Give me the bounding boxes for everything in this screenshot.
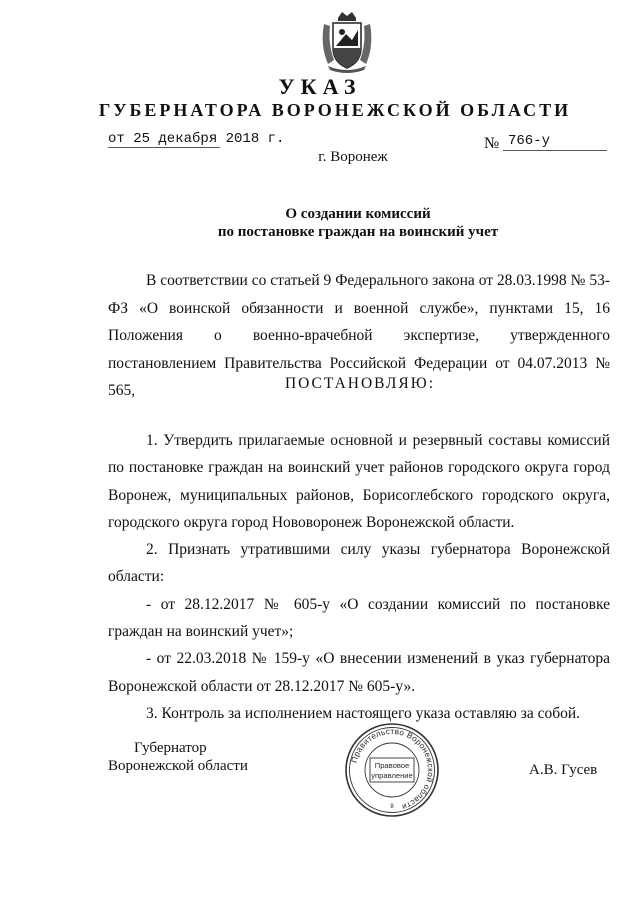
signer-position-line-1: Губернатор: [134, 740, 207, 756]
decree-item: - от 22.03.2018 № 159-у «О внесении изменений в указ губернатора Воронежской области от 28.12.2017 № 605-у».: [108, 650, 610, 695]
decree-item: 3. Контроль за исполнением настоящего указа оставляю за собой.: [146, 704, 581, 722]
decree-item: 2. Признать утратившими силу указы губернатора Воронежской области:: [108, 541, 610, 586]
seal-ring-text: Правительство Воронежской области: [349, 726, 436, 812]
seal-center-line-2: управление: [371, 771, 413, 780]
decree-items: [108, 427, 610, 727]
subject-line-2: по постановке граждан на воинский учет: [217, 224, 499, 240]
decree-item: 1. Утвердить прилагаемые основной и резервный составы комиссий по постановке граждан на воинский учет районов городского округа город Воронеж, муниципальных районов, Борисоглебского городского округа, городского округа город Нововоронеж Воронежской области.: [108, 432, 610, 531]
subject-line-1: О создании комиссий: [285, 206, 431, 222]
signer-position-line-2: Воронежской области: [108, 758, 248, 774]
seal-center-line-1: Правовое: [374, 761, 410, 770]
decree-word: ПОСТАНОВЛЯЮ:: [284, 375, 436, 392]
document-number: 766-у: [508, 133, 551, 149]
decree-item: - от 28.12.2017 № 605-у «О создании комиссий по постановке граждан на воинский учет»;: [108, 595, 610, 641]
preamble-paragraph: В соответствии со статьей 9 Федерального закона от 28.03.1998 № 53-ФЗ «О воинской обязанности и военной службе», пунктами 15, 16 Положения о военно-врачебной экспертизе, утвержденного постановлением Правительства Российской Федерации от 04.07.2013 № 565,: [108, 272, 610, 399]
document-issuer: ГУБЕРНАТОРА ВОРОНЕЖСКОЙ ОБЛАСТИ: [98, 100, 572, 120]
document-date: от 25 декабря 2018 г.: [108, 131, 285, 147]
document-title: УКАЗ: [278, 74, 362, 99]
signer-name: А.В. Гусев: [529, 762, 598, 778]
number-prefix: №: [484, 135, 500, 152]
coat-of-arms-icon: [318, 10, 376, 74]
seal-bottom-mark: 8: [390, 804, 394, 810]
official-seal: [344, 722, 440, 818]
document-city: г. Воронеж: [318, 149, 388, 165]
